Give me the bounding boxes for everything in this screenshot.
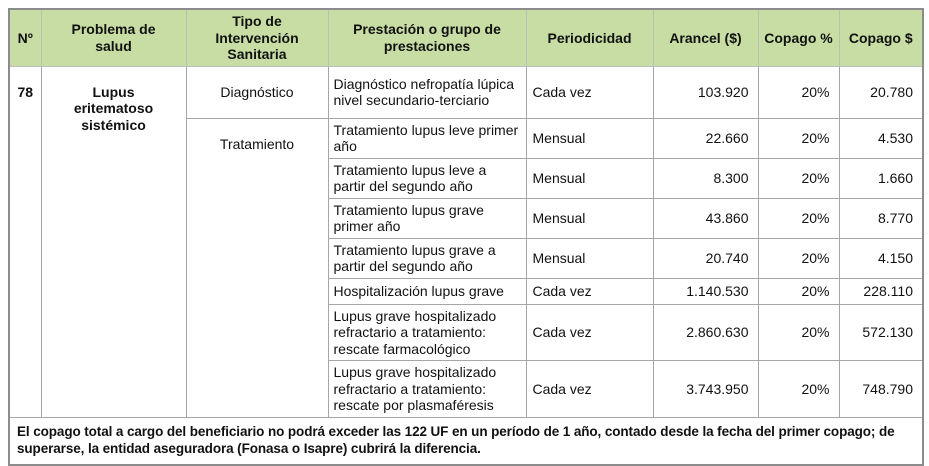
cell-copago-pct: 20%: [758, 198, 839, 238]
ges-coverage-table: [8, 8, 924, 466]
prestacion-label: Tratamiento lupus grave primer año: [333, 201, 484, 235]
cell-periodicidad: Cada vez: [526, 361, 653, 418]
prestacion-label: Tratamiento lupus grave a partir del segundo año: [333, 241, 496, 275]
cell-tipo-tratamiento: Tratamiento: [186, 118, 328, 417]
cell-prestacion: [328, 304, 526, 361]
header-row: [9, 9, 923, 66]
cell-prestacion: [328, 198, 526, 238]
footnote-text: El copago total a cargo del beneficiario no podrá exceder las 122 UF en un período de 1 año, contado desde la fecha del primer copago; de superarse, la entidad aseguradora (Fonasa o Isapre) cubrirá la diferencia.: [9, 417, 923, 465]
problema-nombre-label: Lupus eritematoso sistémico: [73, 83, 154, 133]
cell-prestacion: [328, 361, 526, 418]
cell-periodicidad: Mensual: [526, 198, 653, 238]
cell-copago-pct: 20%: [758, 361, 839, 418]
cell-copago-pct: 20%: [758, 158, 839, 198]
cell-copago-pct: 20%: [758, 278, 839, 304]
cell-arancel: 103.920: [653, 66, 758, 118]
prestacion-label: Lupus grave hospitalizado refractario a tratamiento: rescate por plasmaféresis: [333, 364, 497, 414]
cell-copago-monto: 20.780: [839, 66, 923, 118]
cell-arancel: 8.300: [653, 158, 758, 198]
cell-copago-monto: 4.530: [839, 118, 923, 158]
cell-problema-nombre: [41, 66, 186, 417]
cell-arancel: 20.740: [653, 238, 758, 278]
col-header-copago-monto: Copago $: [839, 9, 923, 66]
cell-arancel: 43.860: [653, 198, 758, 238]
cell-copago-pct: 20%: [758, 118, 839, 158]
col-header-periodicidad: Periodicidad: [526, 9, 653, 66]
cell-prestacion: [328, 158, 526, 198]
col-header-problema: [41, 9, 186, 66]
cell-copago-monto: 1.660: [839, 158, 923, 198]
prestacion-label: Tratamiento lupus leve a partir del segundo año: [333, 161, 487, 195]
col-header-problema-label: Problema de salud: [71, 21, 156, 54]
cell-copago-monto: 572.130: [839, 304, 923, 361]
cell-copago-monto: 8.770: [839, 198, 923, 238]
col-header-arancel: Arancel ($): [653, 9, 758, 66]
cell-copago-pct: 20%: [758, 66, 839, 118]
col-header-numero: Nº: [9, 9, 41, 66]
cell-tipo-diagnostico: Diagnóstico: [186, 66, 328, 118]
prestacion-label: Tratamiento lupus leve primer año: [333, 121, 519, 155]
cell-arancel: 3.743.950: [653, 361, 758, 418]
cell-periodicidad: Mensual: [526, 238, 653, 278]
cell-periodicidad: Mensual: [526, 118, 653, 158]
col-header-copago-pct: Copago %: [758, 9, 839, 66]
cell-periodicidad: Cada vez: [526, 66, 653, 118]
table-row: [9, 66, 923, 118]
cell-copago-monto: 4.150: [839, 238, 923, 278]
cell-prestacion: [328, 66, 526, 118]
footnote-row: [9, 417, 923, 465]
cell-arancel: 22.660: [653, 118, 758, 158]
cell-copago-monto: 228.110: [839, 278, 923, 304]
cell-copago-pct: 20%: [758, 304, 839, 361]
col-header-prestacion: Prestación o grupo de prestaciones: [328, 9, 526, 66]
cell-arancel: 2.860.630: [653, 304, 758, 361]
prestacion-label: Hospitalización lupus grave: [333, 282, 504, 299]
cell-prestacion: [328, 278, 526, 304]
cell-prestacion: [328, 238, 526, 278]
cell-problema-numero: 78: [9, 66, 41, 417]
cell-copago-monto: 748.790: [839, 361, 923, 418]
cell-periodicidad: Cada vez: [526, 304, 653, 361]
prestacion-label: Diagnóstico nefropatía lúpica nivel secundario-terciario: [333, 75, 515, 109]
cell-prestacion: [328, 118, 526, 158]
cell-arancel: 1.140.530: [653, 278, 758, 304]
cell-periodicidad: Mensual: [526, 158, 653, 198]
col-header-tipo-label: Tipo de Intervención Sanitaria: [215, 13, 299, 63]
cell-periodicidad: Cada vez: [526, 278, 653, 304]
prestacion-label: Lupus grave hospitalizado refractario a tratamiento: rescate farmacológico: [333, 307, 497, 357]
col-header-tipo-intervencion: [186, 9, 328, 66]
cell-copago-pct: 20%: [758, 238, 839, 278]
